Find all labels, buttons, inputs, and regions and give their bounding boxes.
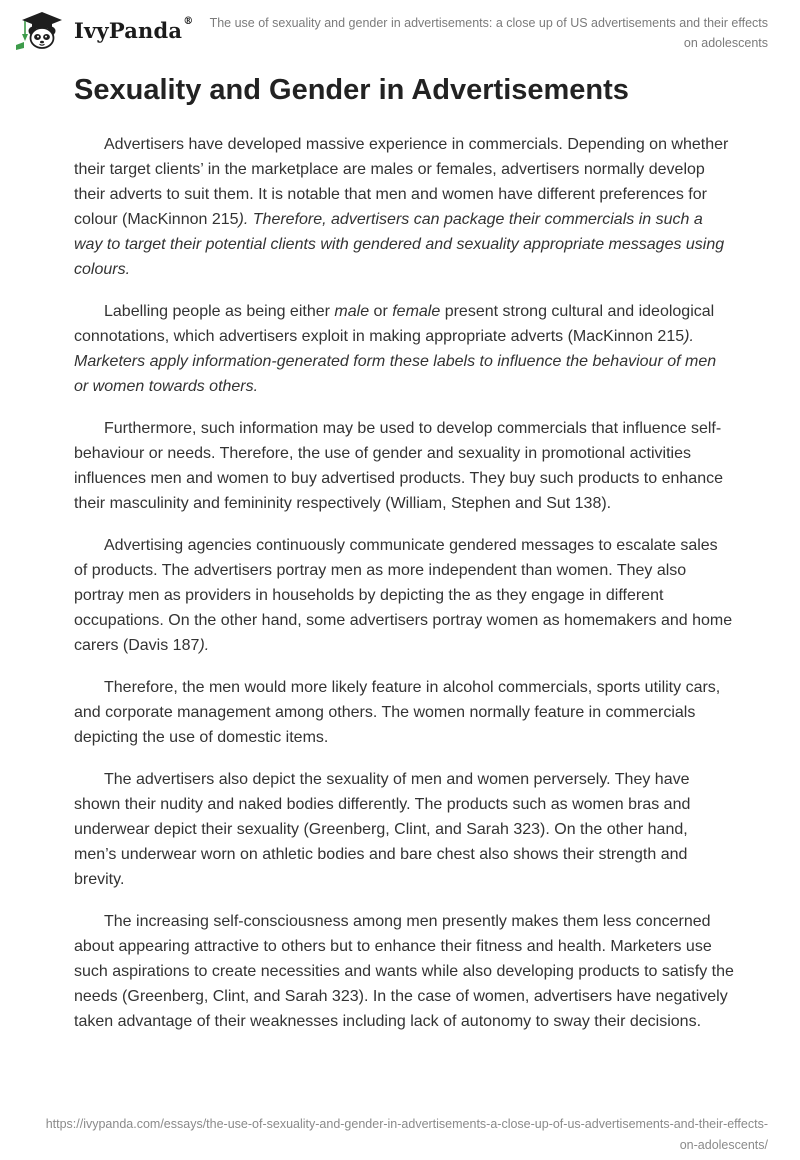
brand-name [74, 15, 194, 43]
paragraph-5: Therefore, the men would more likely feature in alcohol commercials, sports utility cars, and corporate management among others. The women normally feature in commercials depicting the use of domestic items. [74, 679, 721, 746]
page-header [0, 0, 800, 60]
paragraph-1 [74, 132, 734, 282]
paragraph-2-text-c: present strong cultural and ideological connotations, which advertisers exploit in making appropriate adverts (MacKinnon 215 [74, 303, 715, 345]
paragraph-2-text-b: or [369, 303, 393, 320]
source-url-link[interactable]: https://ivypanda.com/essays/the-use-of-sexuality-and-gender-in-advertisements-a-close-up-of-us-advertisements-and-their-effects-on-adolescents/ [45, 1117, 768, 1152]
paragraph-2-text-a: Labelling people as being either [104, 303, 335, 320]
brand-wordmark: IvyPanda [74, 17, 183, 43]
emphasis-female: female [392, 303, 441, 320]
paragraph-6: The advertisers also depict the sexuality of men and women perversely. They have shown their nudity and naked bodies differently. The products such as women bras and underwear depict their sexuality (Greenberg, Clint, and Sarah 323). On the other hand, men’s underwear worn on athletic bodies and bare chest also shows their strength and brevity. [74, 771, 691, 888]
paragraph-4-text-a: Advertising agencies continuously communicate gendered messages to escalate sales of products. The advertisers portray men as more independent than women. They also portray men as providers in households by depicting the as they engage in different occupations. On the other hand, some advertisers portray women as homemakers and home carers (Davis 187 [74, 537, 733, 654]
paragraph-1-text-b: ). Therefore, advertisers can package their commercials in such a way to target their potential clients with gendered and sexuality appropriate messages using colours. [74, 211, 725, 278]
paragraph-2-text-d: ). Marketers apply information-generated form these labels to influence the behaviour of men or women towards others. [74, 328, 717, 395]
paragraph-1-text-a: Advertisers have developed massive experience in commercials. Depending on whether their target clients’ in the marketplace are males or females, advertisers normally develop their adverts to suit them. It is notable that men and women have different preferences for colour (MacKinnon 215 [74, 136, 729, 228]
page-title: Sexuality and Gender in Advertisements [74, 74, 629, 106]
paragraph-2 [74, 299, 734, 399]
paragraph-3: Furthermore, such information may be used to develop commercials that influence self-behaviour or needs. Therefore, the use of gender and sexuality in promotional activities influences men and women to buy advertised products. They buy such products to enhance their masculinity and femininity respectively (William, Stephen and Sut 138). [74, 420, 723, 512]
emphasis-male: male [334, 303, 370, 320]
paragraph-7: The increasing self-consciousness among men presently makes them less concerned about appearing attractive to others but to enhance their fitness and health. Marketers use such aspirations to create necessities and wants while also developing products to satisfy the needs (Greenberg, Clint, and Sarah 323). In the case of women, advertisers have negatively taken advantage of their weaknesses including lack of autonomy to sway their decisions. [74, 913, 734, 1030]
registered-mark: ® [183, 15, 194, 27]
paragraph-4-text-b: ). [199, 637, 210, 654]
paragraph-4 [74, 533, 734, 658]
article-body [74, 132, 734, 1051]
ivypanda-logo[interactable] [14, 10, 193, 50]
document-title-header: The use of sexuality and gender in advertisements: a close up of US advertisements and their effects on adolescents [209, 16, 768, 50]
graduation-panda-icon [14, 9, 70, 51]
